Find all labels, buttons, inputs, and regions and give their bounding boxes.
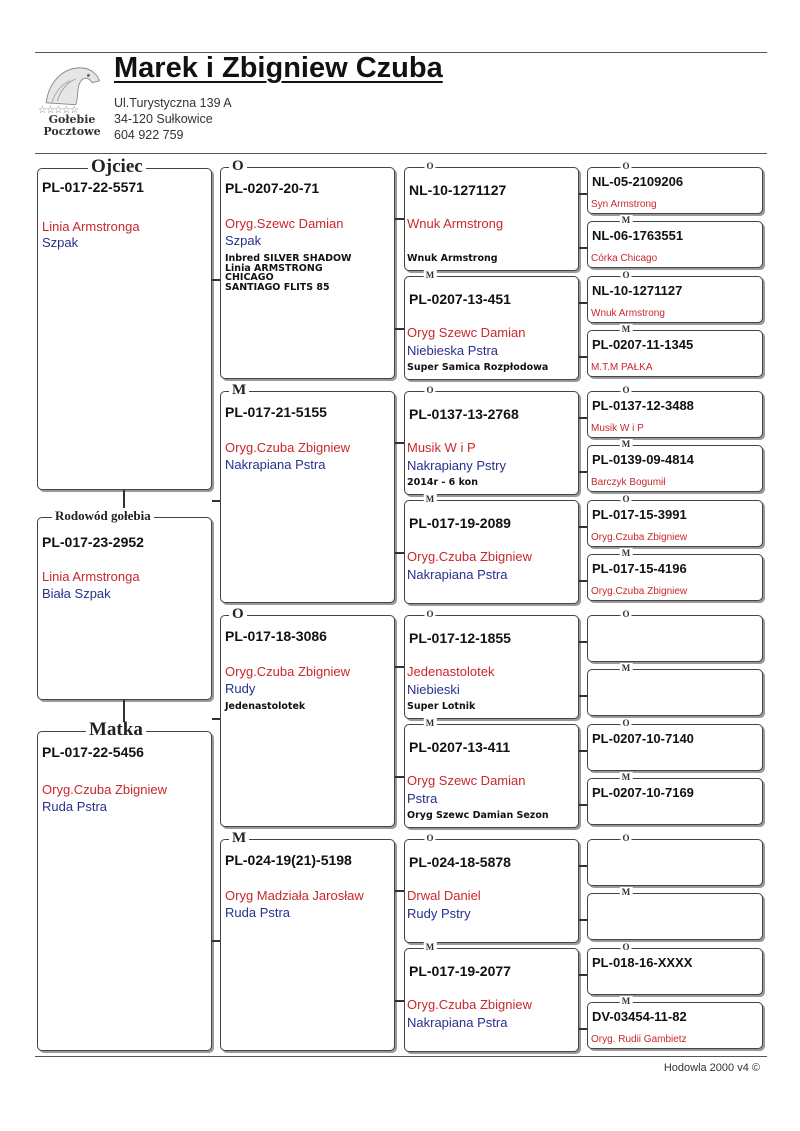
owner-line: Wnuk Armstrong bbox=[591, 308, 665, 319]
ancestor-small-box bbox=[587, 548, 763, 601]
sex-label: M bbox=[621, 324, 631, 334]
connector bbox=[579, 580, 587, 582]
connector bbox=[579, 1028, 587, 1030]
sex-label: M bbox=[425, 494, 435, 504]
ancestor-small-box bbox=[587, 833, 763, 886]
ancestor-box bbox=[404, 833, 579, 943]
ancestor-small-box bbox=[587, 324, 763, 377]
logo-line2: Pocztowe bbox=[43, 125, 101, 138]
sex-label: M bbox=[621, 215, 631, 225]
owner-line: Wnuk Armstrong bbox=[407, 216, 504, 231]
owner-line: Syn Armstrong bbox=[591, 199, 657, 210]
color-line: Pstra bbox=[407, 791, 438, 806]
sex-label: O bbox=[622, 833, 630, 843]
connector bbox=[579, 417, 587, 419]
ring-number: PL-0207-13-451 bbox=[409, 291, 511, 307]
color-line: Rudy bbox=[225, 681, 256, 696]
connector bbox=[579, 302, 587, 304]
grandparent-box bbox=[220, 158, 395, 379]
owner-line: Musik W i P bbox=[407, 440, 476, 455]
sex-label: M bbox=[229, 382, 249, 398]
ring-number: PL-0137-12-3488 bbox=[592, 398, 694, 413]
ancestor-small-box bbox=[587, 385, 763, 438]
ancestor-small-box bbox=[587, 494, 763, 547]
owner-line: Oryg.Szewc Damian bbox=[225, 216, 344, 231]
pigeon-line1: Linia Armstronga bbox=[42, 569, 140, 584]
sex-label: O bbox=[229, 158, 247, 174]
logo-caption bbox=[36, 114, 108, 138]
grandparent-box bbox=[220, 830, 395, 1051]
ancestor-box bbox=[404, 161, 579, 271]
ancestor-box bbox=[404, 609, 579, 719]
father-line2: Szpak bbox=[42, 235, 79, 250]
father-ring: PL-017-22-5571 bbox=[42, 179, 144, 195]
ancestor-box bbox=[404, 942, 579, 1052]
phone-number: 604 922 759 bbox=[114, 128, 184, 142]
sex-label: M bbox=[229, 830, 249, 846]
pigeon-ring: PL-017-23-2952 bbox=[42, 534, 144, 550]
ancestor-small-box bbox=[587, 718, 763, 771]
sex-label: M bbox=[621, 996, 631, 1006]
ancestor-small-box bbox=[587, 161, 763, 214]
color-line: Nakrapiana Pstra bbox=[225, 457, 326, 472]
father-line1: Linia Armstronga bbox=[42, 219, 140, 234]
note-line: Wnuk Armstrong bbox=[407, 253, 498, 264]
sex-label: O bbox=[426, 833, 434, 843]
ring-number: NL-10-1271127 bbox=[409, 182, 507, 198]
ring-number: PL-0207-10-7140 bbox=[592, 731, 694, 746]
owner-line: Oryg Madziała Jarosław bbox=[225, 888, 364, 903]
ring-number: NL-10-1271127 bbox=[592, 283, 683, 298]
header-divider bbox=[35, 153, 767, 154]
ring-number: PL-017-15-4196 bbox=[592, 561, 687, 576]
ancestor-small-box bbox=[587, 609, 763, 662]
sex-label: M bbox=[425, 942, 435, 952]
owner-line: Oryg.Czuba Zbigniew bbox=[591, 532, 688, 543]
note-line: Oryg Szewc Damian Sezon bbox=[407, 810, 549, 821]
owner-line: Musik W i P bbox=[591, 423, 644, 434]
ancestor-small-box bbox=[587, 215, 763, 268]
pigeon-box bbox=[37, 508, 212, 700]
color-line: Niebieska Pstra bbox=[407, 343, 499, 358]
note-line: CHICAGO bbox=[225, 272, 274, 283]
pigeon-line2: Biała Szpak bbox=[42, 586, 111, 601]
sex-label: O bbox=[622, 161, 630, 171]
color-line: Rudy Pstry bbox=[407, 906, 471, 921]
ancestor-box bbox=[404, 718, 579, 828]
ring-number: PL-0207-20-71 bbox=[225, 180, 320, 196]
connector bbox=[579, 695, 587, 697]
connector bbox=[579, 919, 587, 921]
bottom-divider bbox=[35, 1056, 767, 1057]
sex-label: M bbox=[621, 439, 631, 449]
grandparent-box bbox=[220, 606, 395, 827]
color-line: Niebieski bbox=[407, 682, 460, 697]
ring-number: PL-0137-13-2768 bbox=[409, 406, 519, 422]
owner-line: Jedenastolotek bbox=[407, 664, 495, 679]
connector bbox=[579, 247, 587, 249]
ring-number: DV-03454-11-82 bbox=[592, 1009, 687, 1024]
sex-label: O bbox=[426, 609, 434, 619]
color-line: Nakrapiany Pstry bbox=[407, 458, 506, 473]
color-line: Nakrapiana Pstra bbox=[407, 1015, 508, 1030]
connector bbox=[579, 974, 587, 976]
ancestor-small-box bbox=[587, 772, 763, 825]
mother-ring: PL-017-22-5456 bbox=[42, 744, 144, 760]
sex-label: O bbox=[622, 942, 630, 952]
owner-line: Oryg Szewc Damian bbox=[407, 773, 526, 788]
pigeon-legend: Rodowód gołebia bbox=[52, 508, 154, 524]
note-line: Linia ARMSTRONG bbox=[225, 262, 323, 274]
ring-number: PL-024-19(21)-5198 bbox=[225, 852, 352, 868]
sex-label: M bbox=[425, 270, 435, 280]
ancestor-box bbox=[404, 385, 579, 495]
sex-label: O bbox=[622, 609, 630, 619]
connector bbox=[579, 471, 587, 473]
connector bbox=[579, 526, 587, 528]
ring-number: PL-017-19-2077 bbox=[409, 963, 511, 979]
mother-legend: Matka bbox=[86, 722, 146, 738]
ring-number: PL-017-15-3991 bbox=[592, 507, 687, 522]
connector bbox=[579, 356, 587, 358]
connector bbox=[579, 804, 587, 806]
sex-label: O bbox=[622, 270, 630, 280]
ancestor-small-box bbox=[587, 996, 763, 1049]
connector bbox=[579, 193, 587, 195]
sex-label: O bbox=[622, 385, 630, 395]
owner-line: Drwal Daniel bbox=[407, 888, 481, 903]
sex-label: O bbox=[426, 385, 434, 395]
sex-label: M bbox=[621, 887, 631, 897]
owner-line: Córka Chicago bbox=[591, 253, 658, 264]
sex-label: O bbox=[622, 718, 630, 728]
connector bbox=[212, 940, 220, 942]
ring-number: PL-017-18-3086 bbox=[225, 628, 327, 644]
ring-number: PL-017-12-1855 bbox=[409, 630, 511, 646]
grandparent-box bbox=[220, 382, 395, 603]
note-line: Super Lotnik bbox=[407, 701, 476, 712]
color-line: Szpak bbox=[225, 233, 262, 248]
sex-label: M bbox=[621, 548, 631, 558]
sex-label: O bbox=[426, 161, 434, 171]
owner-line: Oryg.Czuba Zbigniew bbox=[225, 664, 350, 679]
sex-label: O bbox=[622, 494, 630, 504]
ring-number: PL-017-21-5155 bbox=[225, 404, 327, 420]
footer-text: Hodowla 2000 v4 © bbox=[663, 1062, 760, 1074]
father-box bbox=[37, 156, 212, 490]
connector bbox=[212, 279, 220, 281]
ancestor-box bbox=[404, 270, 579, 380]
owner-line: Oryg.Czuba Zbigniew bbox=[225, 440, 350, 455]
ancestor-small-box bbox=[587, 663, 763, 716]
owner-line: Barczyk Bogumił bbox=[591, 477, 666, 488]
connector bbox=[212, 500, 220, 502]
ring-number: PL-0207-10-7169 bbox=[592, 785, 694, 800]
sex-label: M bbox=[621, 663, 631, 673]
note-line: Inbred SILVER SHADOW bbox=[225, 253, 352, 264]
note-line: Jedenastolotek bbox=[225, 701, 306, 712]
sex-label: M bbox=[621, 772, 631, 782]
address-city: 34-120 Sułkowice bbox=[114, 112, 213, 126]
ancestor-box bbox=[404, 494, 579, 604]
color-line: Nakrapiana Pstra bbox=[407, 567, 508, 582]
note-line: Super Samica Rozpłodowa bbox=[407, 362, 549, 373]
ancestor-small-box bbox=[587, 942, 763, 995]
ancestor-small-box bbox=[587, 270, 763, 323]
ring-number: PL-0139-09-4814 bbox=[592, 452, 694, 467]
ring-number: PL-024-18-5878 bbox=[409, 854, 511, 870]
mother-line1: Oryg.Czuba Zbigniew bbox=[42, 782, 167, 797]
color-line: Ruda Pstra bbox=[225, 905, 291, 920]
owner-line: Oryg.Czuba Zbigniew bbox=[407, 997, 532, 1012]
owner-line: M.T.M PAŁKA bbox=[591, 362, 653, 373]
ancestor-small-box bbox=[587, 887, 763, 940]
connector bbox=[212, 718, 220, 720]
ring-number: NL-06-1763551 bbox=[592, 228, 684, 243]
sex-label: O bbox=[229, 606, 247, 622]
owner-line: Oryg. Rudii Gambietz bbox=[591, 1034, 687, 1045]
note-line: SANTIAGO FLITS 85 bbox=[225, 281, 330, 293]
connector bbox=[579, 641, 587, 643]
pigeon-logo bbox=[36, 57, 106, 112]
ring-number: PL-018-16-XXXX bbox=[592, 955, 693, 970]
connector bbox=[579, 865, 587, 867]
mother-line2: Ruda Pstra bbox=[42, 799, 108, 814]
owner-line: Oryg.Czuba Zbigniew bbox=[591, 586, 688, 597]
ancestor-small-box bbox=[587, 439, 763, 492]
ring-number: NL-05-2109206 bbox=[592, 174, 684, 189]
mother-box bbox=[37, 719, 212, 1051]
owner-line: Oryg.Czuba Zbigniew bbox=[407, 549, 532, 564]
note-line: 2014r - 6 kon bbox=[407, 477, 478, 488]
owner-line: Oryg Szewc Damian bbox=[407, 325, 526, 340]
connector bbox=[579, 750, 587, 752]
breeder-name: Marek i Zbigniew Czuba bbox=[114, 52, 443, 84]
stars-icon: ☆☆☆☆☆ bbox=[38, 105, 78, 116]
sex-label: M bbox=[425, 718, 435, 728]
ring-number: PL-0207-13-411 bbox=[409, 739, 511, 755]
father-legend: Ojciec bbox=[88, 159, 146, 175]
address-street: Ul.Turystyczna 139 A bbox=[114, 96, 232, 110]
ring-number: PL-0207-11-1345 bbox=[592, 337, 694, 352]
logo-line1: Gołebie bbox=[48, 113, 96, 126]
ring-number: PL-017-19-2089 bbox=[409, 515, 511, 531]
